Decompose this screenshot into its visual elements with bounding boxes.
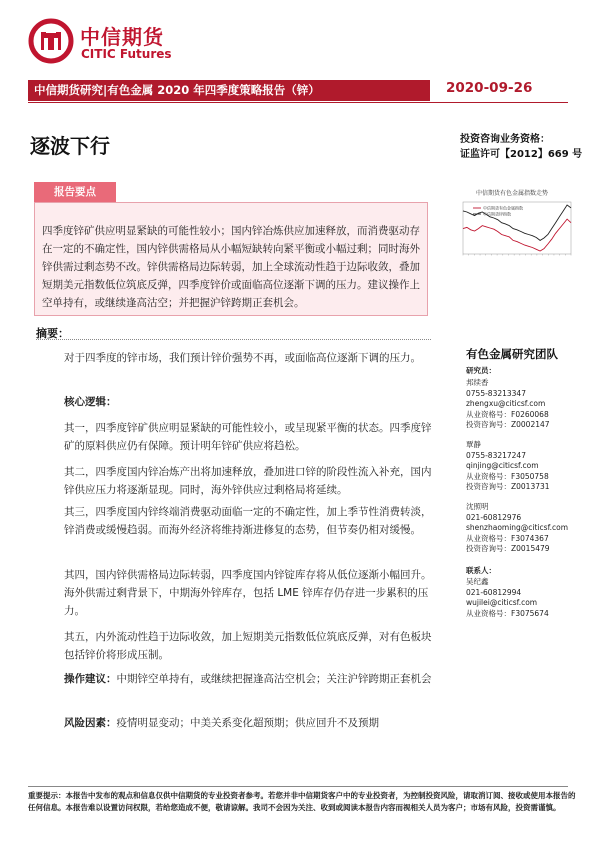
logo	[28, 18, 188, 66]
researcher-email[interactable]: shenzhaoming@citicsf.com	[466, 523, 569, 532]
researcher-license: 从业资格号：F3074367	[466, 533, 549, 543]
report-title: 逐波下行	[30, 134, 110, 158]
summary-text: 四季度锌矿供应明显紧缺的可能性较小；国内锌冶炼供应加速释放，而消费驱动存在一定的不确定性，国内锌供需格局从小幅短缺转向紧平衡或小幅过剩；同时海外锌供需过剩态势不改。锌供需格局边际转弱，加上全球流动性趋于边际收敛，叠加短期美元指数低位筑底反弹，四季度锌价或面临高位逐渐下调的压力。建议操作上空单持有，或继续逢高沽空；并把握沪锌跨期正套机会。	[42, 225, 420, 309]
citic-logo-icon	[28, 18, 74, 64]
researcher-phone: 0755-83217247	[466, 450, 526, 460]
operation-label: 操作建议：	[64, 673, 117, 685]
abstract-divider	[36, 339, 431, 340]
chart-title: 中信期货有色金属指数走势	[476, 190, 549, 197]
logic-point-1: 其一，四季度锌矿供应明显紧缺的可能性较小，或呈现紧平衡的状态。四季度锌矿的原料供应仍有保障。预计明年锌矿供应将趋松。	[64, 422, 432, 452]
report-date: 2020-09-26	[446, 80, 533, 96]
summary-tab: 报告要点	[34, 182, 116, 202]
legend-label-1: 中信期货锌指数	[483, 211, 511, 217]
abstract-intro: 对于四季度的锌市场，我们预计锌价强势不再，或面临高位逐渐下调的压力。	[64, 352, 421, 364]
index-line-chart	[455, 196, 583, 276]
researcher-advisory-id: 投资咨询号：Z0013731	[466, 482, 550, 491]
contact-label: 联系人：	[466, 566, 496, 575]
risk-text: 疫情明显变动；中美关系变化超预期；供应回升不及预期	[116, 717, 379, 729]
logic-point-2: 其二，四季度国内锌冶炼产出将加速释放，叠加进口锌的阶段性流入补充，国内锌供应压力将逐渐显现。同时，海外锌供应过剩格局将延续。	[64, 466, 432, 496]
logic-point-4: 其四，国内锌供需格局边际转弱，四季度国内锌锭库存将从低位逐渐小幅回升。海外供需过剩背景下，中期海外锌库存，包括 LME 锌库存仍存进一步累积的压力。	[64, 569, 432, 617]
researcher-email[interactable]: zhengxu@citicsf.com	[466, 399, 546, 408]
header-divider	[28, 102, 568, 103]
footer-divider	[28, 786, 568, 787]
contact-name: 吴纪鑫	[466, 577, 489, 586]
qualification-line1: 投资咨询业务资格：	[460, 134, 550, 145]
disclaimer: 重要提示：本报告中发布的观点和信息仅供中信期货的专业投资者参考。若您并非中信期货客户中的专业投资者，为控制投资风险，请取消订阅、接收或使用本报告的任何信息。本报告难以设置访问权限，若给您造成不便，敬请谅解。我司不会因为关注、收到或阅读本报告内容而视相关人员为客户；市场有风险，投资需谨慎。	[28, 791, 576, 812]
logo-chinese-name: 中信期货	[80, 25, 164, 49]
contact-phone: 021-60812994	[466, 587, 522, 597]
core-logic-label: 核心逻辑：	[64, 396, 117, 408]
researcher-name: 沈照明	[466, 502, 489, 511]
researcher-1	[466, 378, 550, 431]
researcher-advisory-id: 投资咨询号：Z0002147	[466, 420, 550, 429]
researcher-license: 从业资格号：F3050758	[466, 471, 549, 481]
contact-person	[466, 577, 549, 619]
logic-point-5: 其五，内外流动性趋于边际收敛，加上短期美元指数低位筑底反弹，对有色板块包括锌价将形成压制。	[64, 631, 432, 661]
risk-label: 风险因素：	[64, 717, 117, 729]
logic-point-3: 其三，四季度国内锌终端消费驱动面临一定的不确定性，加上季节性消费转淡，锌消费或缓慢趋弱。而海外经济将维持渐进修复的态势，但节奏仍相对缓慢。	[64, 506, 432, 536]
contact-email[interactable]: wujilei@citicsf.com	[466, 598, 538, 607]
researcher-name: 覃静	[466, 440, 481, 449]
researcher-3	[466, 502, 568, 555]
researcher-advisory-id: 投资咨询号：Z0015479	[466, 544, 550, 553]
researcher-license: 从业资格号：F0260068	[466, 409, 549, 419]
operation-advice	[64, 670, 432, 688]
logo-english-name: CITIC Futures	[81, 47, 172, 61]
researcher-phone: 021-60812976	[466, 512, 522, 522]
abstract-label: 摘要：	[36, 327, 69, 340]
risk-factors	[64, 714, 432, 732]
researcher-phone: 0755-83213347	[466, 388, 526, 398]
report-banner: 中信期货研究|有色金属 2020 年四季度策略报告（锌）	[28, 80, 430, 101]
operation-text: 中期锌空单持有，或继续把握逢高沽空机会；关注沪锌跨期正套机会	[116, 673, 432, 685]
contact-license: 从业资格号：F3075674	[466, 608, 549, 618]
researcher-2	[466, 440, 550, 493]
legend-label-0: 中信期货有色金属指数	[483, 205, 523, 211]
researcher-name: 邦续香	[466, 378, 489, 387]
team-title: 有色金属研究团队	[466, 347, 558, 361]
qualification-line2: 证监许可【2012】669 号	[460, 149, 583, 160]
researcher-email[interactable]: qinjing@citicsf.com	[466, 461, 539, 470]
researcher-label: 研究员：	[466, 366, 496, 375]
